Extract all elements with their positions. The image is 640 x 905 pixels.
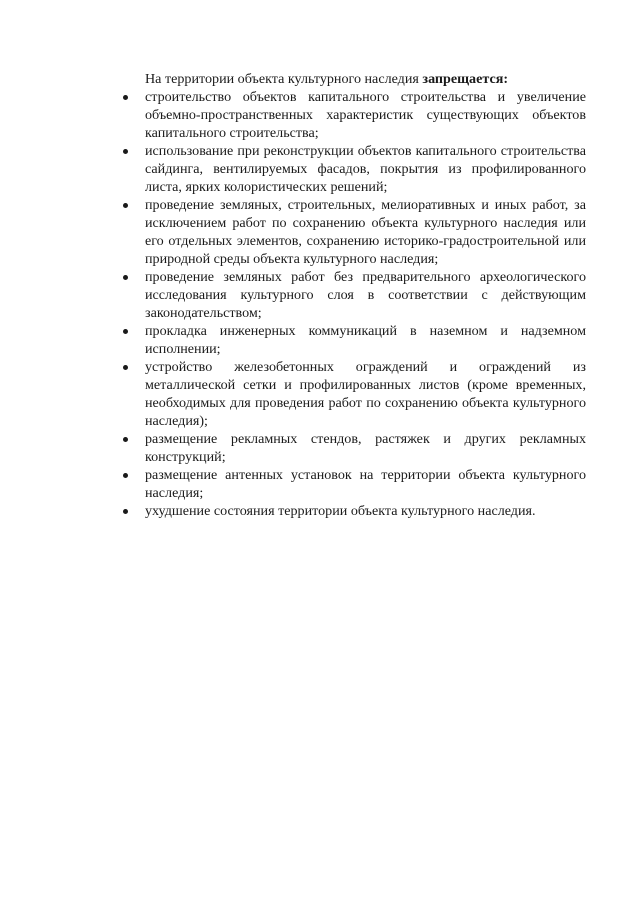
bullet-icon [123, 473, 128, 478]
list-item-text: строительство объектов капитального строительства и увеличение объемно-пространственных характеристик существующих объектов капитального строительства; [145, 89, 586, 141]
list-item-text: прокладка инженерных коммуникаций в наземном и надземном исполнении; [145, 323, 586, 357]
bullet-icon [123, 329, 128, 334]
bullet-icon [123, 275, 128, 280]
bullet-icon [123, 509, 128, 514]
list-item [145, 322, 586, 358]
list-item [145, 142, 586, 196]
list-item [145, 196, 586, 268]
list-item [145, 502, 586, 520]
bullet-icon [123, 95, 128, 100]
intro-emphasis: запрещается: [422, 71, 509, 87]
restrictions-list [145, 88, 586, 520]
list-item [145, 430, 586, 466]
intro-paragraph [145, 70, 586, 88]
list-item [145, 268, 586, 322]
list-item [145, 466, 586, 502]
list-item [145, 88, 586, 142]
list-item-text: устройство железобетонных ограждений и ограждений из металлической сетки и профилированных листов (кроме временных, необходимых для проведения работ по сохранению объекта культурного наследия); [145, 359, 586, 429]
list-item-text: проведение земляных, строительных, мелиоративных и иных работ, за исключением работ по сохранению объекта культурного наследия или его отдельных элементов, сохранению историко-градостроительной или природной среды объекта культурного наследия; [145, 197, 586, 267]
list-item-text: использование при реконструкции объектов капитального строительства сайдинга, вентилируемых фасадов, покрытия из профилированного листа, ярких колористических решений; [145, 143, 586, 195]
bullet-icon [123, 149, 128, 154]
bullet-icon [123, 437, 128, 442]
intro-text: На территории объекта культурного наследия [145, 71, 423, 87]
list-item [145, 358, 586, 430]
list-item-text: ухудшение состояния территории объекта культурного наследия. [145, 503, 536, 519]
bullet-icon [123, 203, 128, 208]
bullet-icon [123, 365, 128, 370]
document-body [145, 70, 586, 520]
list-item-text: размещение рекламных стендов, растяжек и других рекламных конструкций; [145, 431, 586, 465]
list-item-text: проведение земляных работ без предварительного археологического исследования культурного слоя в соответствии с действующим законодательством; [145, 269, 586, 321]
list-item-text: размещение антенных установок на территории объекта культурного наследия; [145, 467, 586, 501]
